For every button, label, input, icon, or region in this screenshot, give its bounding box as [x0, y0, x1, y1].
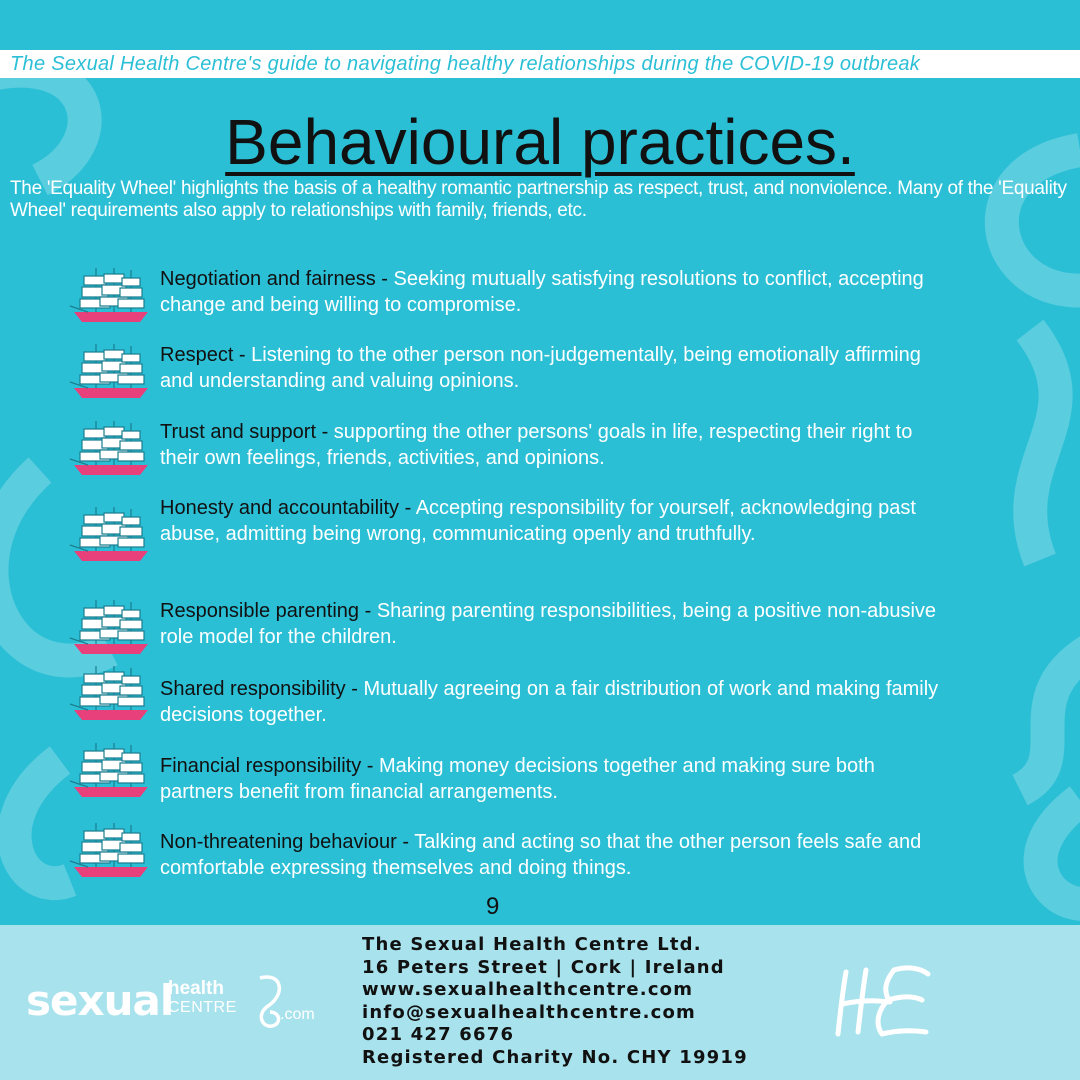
sailing-ship-icon [68, 741, 152, 801]
item-text: Shared responsibility - Mutually agreeing on a fair distribution of work and making family decisions together. [160, 678, 939, 726]
item-text: Negotiation and fairness - Seeking mutually satisfying resolutions to conflict, accepting change and being willing to compromise. [160, 268, 924, 316]
banner-text: The Sexual Health Centre's guide to navigating healthy relationships during the COVID-19 outbreak [10, 53, 921, 75]
item-term: Respect [160, 344, 234, 366]
logo-centre-text: CENTRE [168, 999, 237, 1016]
sailing-ship-icon [68, 664, 152, 724]
footer-email[interactable]: info@sexualhealthcentre.com [362, 1001, 697, 1023]
hse-logo [832, 960, 932, 1040]
item-text: Honesty and accountability - Accepting responsibility for yourself, acknowledging past abuse, admitting being wrong, communicating openly and truthfully. [160, 497, 916, 545]
item-term: Honesty and accountability [160, 497, 400, 519]
footer-charity: Registered Charity No. CHY 19919 [362, 1046, 748, 1068]
footer-address: 16 Peters Street | Cork | Ireland [362, 956, 725, 978]
item-term: Trust and support [160, 421, 317, 443]
item-term: Financial responsibility [160, 755, 362, 777]
item-description: Sharing parenting responsibilities, being a positive non-abusive role model for the children. [160, 600, 937, 648]
header-banner [0, 50, 1080, 78]
sailing-ship-icon [68, 505, 152, 565]
item-term: Non-threatening behaviour [160, 831, 397, 853]
logo-com-text: .com [280, 1006, 315, 1023]
item-text: Respect - Listening to the other person non-judgementally, being emotionally affirming and understanding and valuing opinions. [160, 344, 921, 392]
item-text: Financial responsibility - Making money decisions together and making sure both partners benefit from financial arrangements. [160, 755, 875, 803]
item-term: Responsible parenting [160, 600, 360, 622]
sexual-health-centre-logo [26, 972, 326, 1032]
item-text: Responsible parenting - Sharing parenting responsibilities, being a positive non-abusive role model for the children. [160, 600, 937, 648]
item-text: Non-threatening behaviour - Talking and acting so that the other person feels safe and comfortable expressing themselves and doing things. [160, 831, 922, 879]
item-description: Talking and acting so that the other person feels safe and comfortable expressing themselves and doing things. [160, 831, 922, 879]
item-description: Mutually agreeing on a fair distribution of work and making family decisions together. [160, 678, 939, 726]
item-term: Negotiation and fairness [160, 268, 376, 290]
item-description: Seeking mutually satisfying resolutions to conflict, accepting change and being willing to compromise. [160, 268, 924, 316]
item-term: Shared responsibility [160, 678, 346, 700]
sailing-ship-icon [68, 598, 152, 658]
item-description: Listening to the other person non-judgementally, being emotionally affirming and understanding and valuing opinions. [160, 344, 921, 392]
sailing-ship-icon [68, 419, 152, 479]
sailing-ship-icon [68, 821, 152, 881]
page-title: Behavioural practices. [225, 106, 855, 178]
footer-website[interactable]: www.sexualhealthcentre.com [362, 979, 694, 1000]
footer-address-block [362, 934, 748, 1069]
sailing-ship-icon [68, 342, 152, 402]
logo-sexual-text: sexual [26, 976, 174, 1025]
page-number: 9 [486, 893, 500, 920]
intro-paragraph: The 'Equality Wheel' highlights the basis of a healthy romantic partnership as respect, trust, and nonviolence. Many of the 'Equality Wheel' requirements also apply to relationships with family, friends, etc. [10, 178, 1067, 221]
sailing-ship-icon [68, 266, 152, 326]
logo-health-text: health [168, 978, 224, 999]
item-text: Trust and support - supporting the other persons' goals in life, respecting their right to their own feelings, friends, activities, and opinions. [160, 421, 913, 469]
item-description: Accepting responsibility for yourself, acknowledging past abuse, admitting being wrong, communicating openly and truthfully. [160, 497, 916, 545]
item-description: supporting the other persons' goals in life, respecting their right to their own feelings, friends, activities, and opinions. [160, 421, 913, 469]
item-description: Making money decisions together and making sure both partners benefit from financial arrangements. [160, 755, 875, 803]
footer-org: The Sexual Health Centre Ltd. [362, 934, 702, 955]
footer-phone: 021 427 6676 [362, 1024, 515, 1045]
